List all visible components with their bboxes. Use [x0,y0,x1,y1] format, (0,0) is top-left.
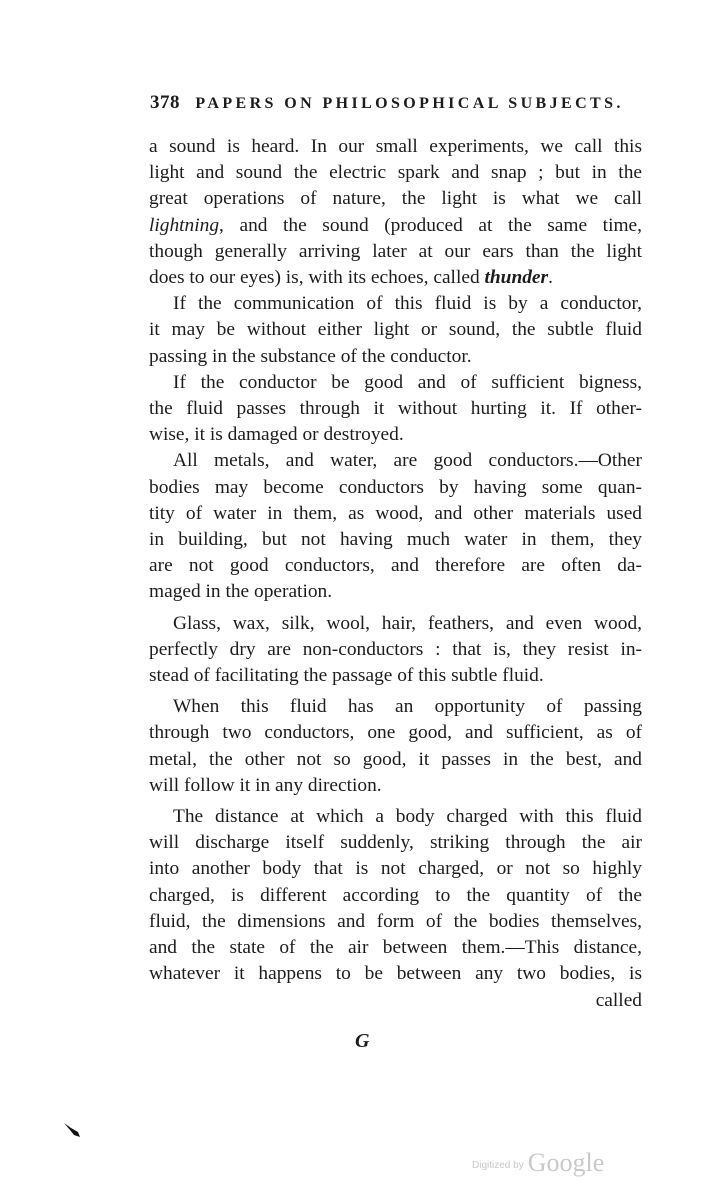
text-line: it may be without either light or sound, the subtle fluid [149,319,642,341]
text-line: Glass, wax, silk, wool, hair, feathers, and even wood, [173,612,642,634]
digitized-watermark [472,1148,604,1178]
text-line: through two conductors, one good, and sufficient, as of [149,722,642,744]
text-line: are not good conductors, and therefore are often da- [149,555,642,577]
text-line: fluid, the dimensions and form of the bodies themselves, [149,910,642,932]
text-line: light and sound the electric spark and snap ; but in the [149,162,642,184]
text-line: great operations of nature, the light is what we call [149,188,642,210]
body-text [149,134,642,1014]
text-line: bodies may become conductors by having some quan- [149,476,642,498]
text-fragment: does to our eyes) is, with its echoes, called [149,267,485,289]
text-line: though generally arriving later at our ears than the light [149,240,642,262]
text-line: If the communication of this fluid is by a conductor, [173,293,642,315]
text-fragment: . [548,267,553,289]
page-number: 378 [150,92,180,113]
text-line: The distance at which a body charged with this fluid [173,806,642,828]
text-line: charged, is different according to the quantity of the [149,884,642,906]
watermark-prefix: Digitized by [472,1160,524,1171]
text-line [149,265,642,291]
text-line: whatever it happens to be between any two bodies, is [149,963,642,985]
text-line: and the state of the air between them.—This distance, [149,937,642,959]
text-line: will follow it in any direction. [149,774,382,796]
italic-term: thunder [484,267,549,289]
text-line: metal, the other not so good, it passes in the best, and [149,748,642,770]
text-line: in building, but not having much water in them, they [149,529,642,551]
text-line: the fluid passes through it without hurting it. If other- [149,398,642,420]
text-fragment: , and the sound (produced at the same time, [219,214,642,236]
text-line: All metals, and water, are good conductors.—Other [173,450,642,472]
text-line: When this fluid has an opportunity of passing [173,696,642,718]
ink-blot-mark [62,1120,82,1140]
running-header [150,92,650,114]
text-line: perfectly dry are non-conductors : that is, they resist in- [149,638,642,660]
text-line: tity of water in them, as wood, and other materials used [149,502,642,524]
signature-mark: G [355,1030,370,1052]
text-line: maged in the operation. [149,581,333,603]
text-line [149,213,642,239]
text-line: If the conductor be good and of sufficient bigness, [173,371,642,393]
running-title: PAPERS ON PHILOSOPHICAL SUBJECTS. [195,95,624,112]
catchword: called [595,989,642,1011]
text-line: will discharge itself suddenly, striking through the air [149,832,642,854]
text-line: stead of facilitating the passage of this subtle fluid. [149,665,544,687]
text-line: passing in the substance of the conductor. [149,345,472,367]
italic-term: lightning [149,214,220,236]
google-logo: Google [527,1148,605,1177]
text-line: into another body that is not charged, or not so highly [149,858,642,880]
text-line: a sound is heard. In our small experiments, we call this [149,136,642,157]
text-line: wise, it is damaged or destroyed. [149,424,404,446]
